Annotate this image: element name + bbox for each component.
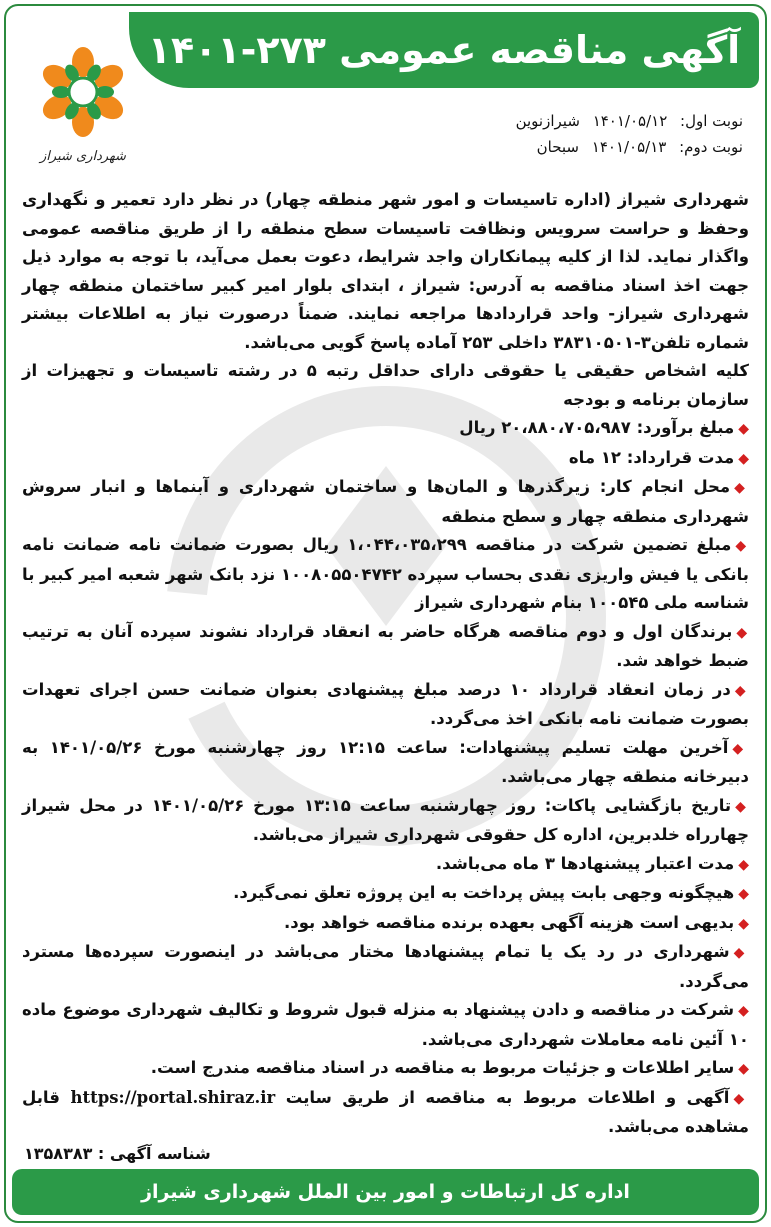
shiraz-municipality-logo [28,42,138,172]
page-title: آگهی مناقصه عمومی ۲۷۳-۱۴۰۱ [129,12,759,88]
diamond-bullet-icon: ◆ [735,538,749,554]
publication-schedule [343,108,743,160]
list-item: ◆برندگان اول و دوم مناقصه هرگاه حاضر به انعقاد قرارداد نشوند سپرده آنان به ترتیب ضبط خواهد شد. [22,621,749,670]
list-item: ◆تاریخ بازگشایی پاکات: روز چهارشنبه ساعت ۱۳:۱۵ مورخ ۱۴۰۱/۰۵/۲۶ در محل شیراز چهارراه خلدبرین، اداره کل حقوقی شهرداری شیراز می‌باشد. [22,795,749,844]
ad-frame [4,4,767,1223]
logo-text: شهرداری شیراز [40,149,126,164]
list-item: ◆آخرین مهلت تسلیم پیشنهادات: ساعت ۱۲:۱۵ روز چهارشنبه مورخ ۱۴۰۱/۰۵/۲۶ به دبیرخانه منطقه چهار می‌باشد. [22,737,749,786]
diamond-bullet-icon: ◆ [738,856,749,873]
turn-paper: سبحان [536,138,579,156]
diamond-bullet-icon: ◆ [738,886,749,902]
diamond-bullet-icon: ◆ [738,1003,749,1019]
turn-date: ۱۴۰۱/۰۵/۱۲ [592,112,668,130]
diamond-bullet-icon: ◆ [738,915,749,932]
diamond-bullet-icon: ◆ [733,1090,749,1107]
turn-paper: شیرازنوین [515,112,580,130]
intro-paragraph: شهرداری شیراز (اداره تاسیسات و امور شهر منطقه چهار) در نظر دارد تعمیر و نگهداری وحفظ و حراست سرویس ونظافت تاسیسات سطح منطقه را از طریق مناقصه عمومی واگذار نماید. لذا از کلیه پیمانکاران واجد شرایط، دعوت بعمل می‌آید، با توجه به موارد ذیل جهت اخذ اسناد مناقصه به آدرس: شیراز ، ابتدای بلوار امیر کبیر ساختمان منطقه چهار شهرداری شیراز- واحد قراردادها مراجعه نمایند. ضمناً درصورت نیاز به اطلاعات بیشتر شماره تلفن۳-۳۸۳۱۰۵۰۱ داخلی ۲۵۳ آماده پاسخ گویی می‌باشد. [22,190,749,352]
ad-id: شناسه آگهی : ۱۳۵۸۳۸۳ [24,1144,211,1163]
list-item: ◆سایر اطلاعات و جزئیات مربوط به مناقصه در اسناد مناقصه مندرج است. [150,1058,749,1077]
list-item: ◆آگهی و اطلاعات مربوط به مناقصه از طریق سایت https://portal.shiraz.ir قابل مشاهده می‌باشد. [22,1087,749,1136]
list-item: ◆هیچگونه وجهی بابت پیش پرداخت به این پروژه تعلق نمی‌گیرد. [233,883,749,902]
diamond-bullet-icon: ◆ [735,798,749,815]
diamond-bullet-icon: ◆ [732,740,749,757]
list-item: ◆محل انجام کار: زیرگذرها و المان‌ها و ساختمان شهرداری و آبنماها و انبار سروش شهرداری منطقه چهار و سطح منطقه [22,477,749,526]
diamond-bullet-icon: ◆ [733,945,749,961]
publication-row-1 [343,108,743,134]
eligibility-paragraph: کلیه اشخاص حقیقی یا حقوقی دارای حداقل رتبه ۵ در رشته تاسیسات و تجهیزات از سازمان برنامه و بودجه [22,361,749,409]
diamond-bullet-icon: ◆ [734,682,749,699]
portal-link[interactable]: https://portal.shiraz.ir [70,1087,276,1107]
list-item: ◆در زمان انعقاد قرارداد ۱۰ درصد مبلغ پیشنهادی بعنوان ضمانت حسن اجرای تعهدات بصورت ضمانت نامه بانکی اخذ می‌گردد. [22,679,749,728]
list-item: ◆مدت قرارداد: ۱۲ ماه [568,447,749,467]
turn-label: نوبت دوم: [679,138,743,156]
turn-date: ۱۴۰۱/۰۵/۱۳ [591,138,667,156]
footer-department: اداره کل ارتباطات و امور بین الملل شهرداری شیراز [12,1169,759,1215]
ad-body [22,186,749,1142]
diamond-bullet-icon: ◆ [738,1061,749,1077]
list-item: ◆شرکت در مناقصه و دادن پیشنهاد به منزله قبول شروط و تکالیف شهرداری موضوع ماده ۱۰ آئین نامه معاملات شهرداری می‌باشد. [22,1000,749,1049]
publication-row-2 [343,134,743,160]
turn-label: نوبت اول: [680,112,743,130]
list-item: ◆شهرداری در رد یک یا تمام پیشنهادها مختار می‌باشد در اینصورت سپرده‌ها مسترد می‌گردد. [22,942,749,991]
diamond-bullet-icon: ◆ [738,450,749,467]
diamond-bullet-icon: ◆ [734,480,749,496]
list-item: ◆مبلغ تضمین شرکت در مناقصه ۱،۰۴۴،۰۳۵،۲۹۹ ریال بصورت ضمانت نامه ضمانت نامه بانکی یا فیش واریزی نقدی بحساب سپرده ۱۰۰۸۰۵۵۰۴۷۴۲ نزد بانک شهر شعبه امیر کبیر با شناسه ملی ۱۰۰۵۴۵ بنام شهرداری شیراز [22,535,749,612]
list-item: ◆مدت اعتبار پیشنهادها ۳ ماه می‌باشد. [435,853,749,873]
diamond-bullet-icon: ◆ [736,624,749,641]
list-item: ◆بدیهی است هزینه آگهی بعهده برنده مناقصه خواهد بود. [283,912,749,932]
list-item: ◆مبلغ برآورد: ۲۰،۸۸۰،۷۰۵،۹۸۷ ریال [459,418,749,437]
diamond-bullet-icon: ◆ [738,421,749,437]
